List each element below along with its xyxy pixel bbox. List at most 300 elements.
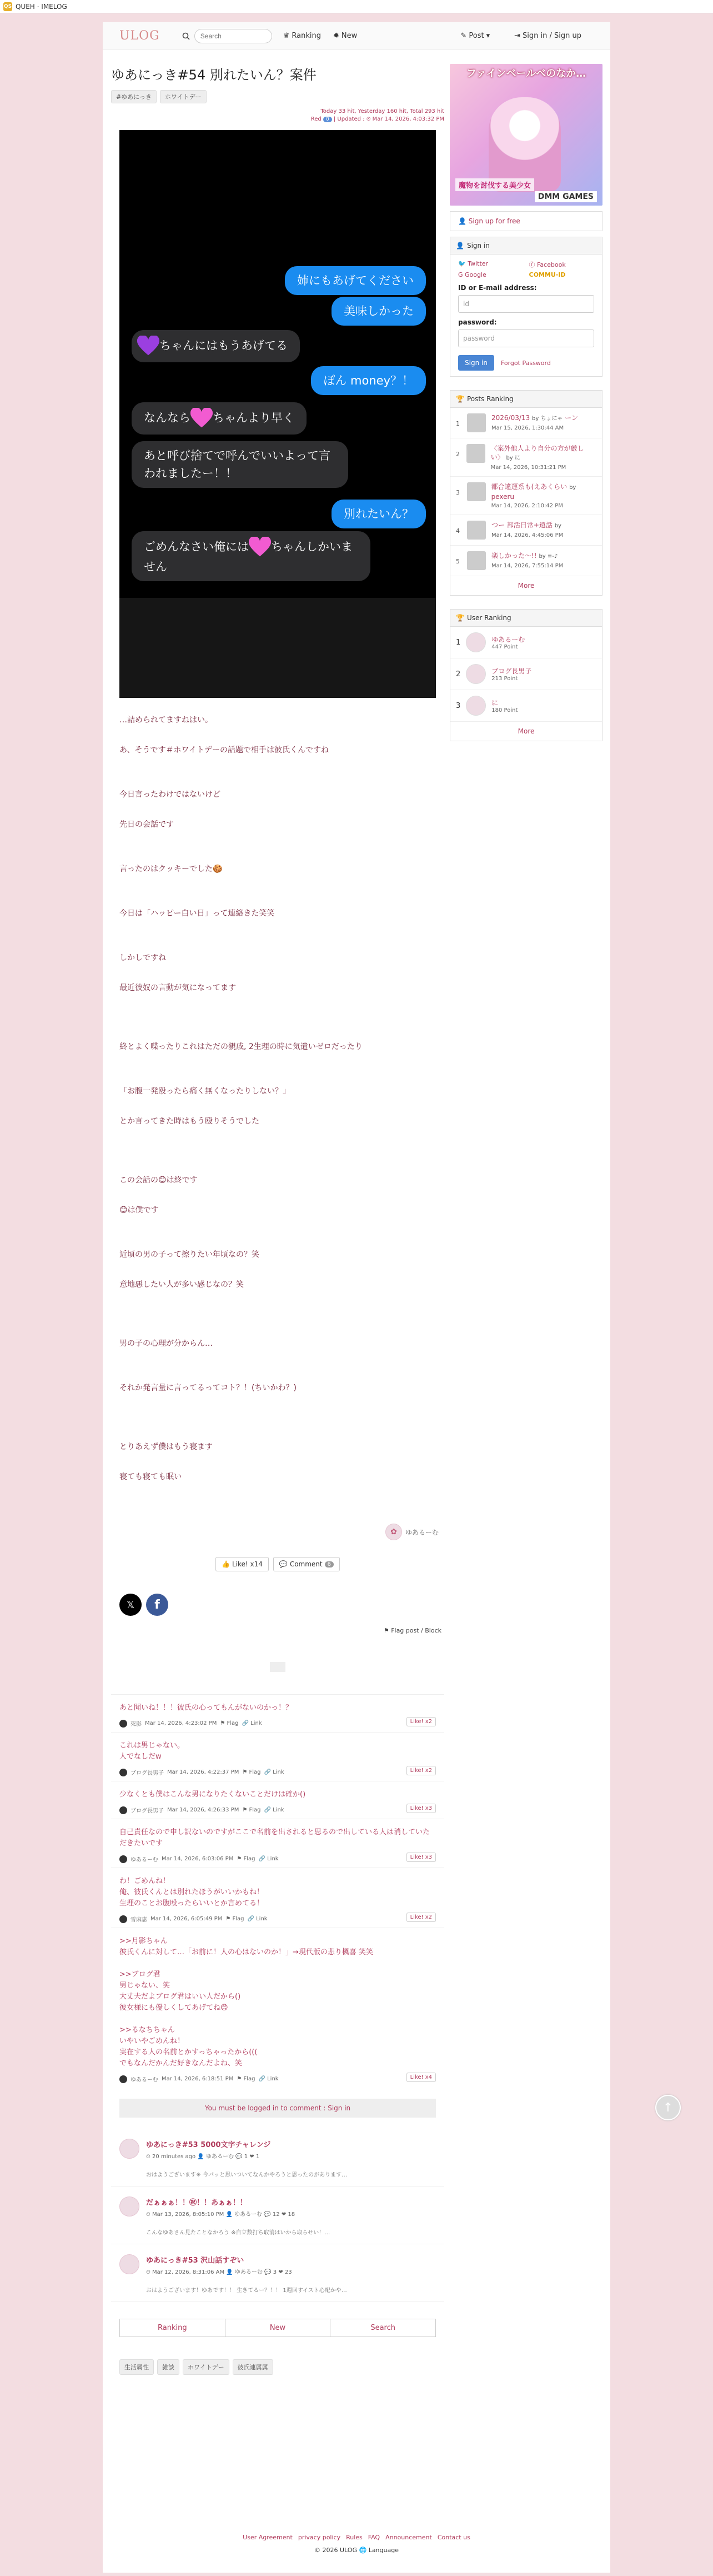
body-paragraph: 先日の会話です xyxy=(119,820,174,829)
comment-text: これは男じゃない。 人でなしだw xyxy=(119,1741,185,1761)
rank-number: 1 xyxy=(456,420,460,427)
chat-bubble xyxy=(132,330,300,362)
related-excerpt: おはようございます☀ 今パッと思いついてなんかやろうと思ったのがあります… xyxy=(146,2172,348,2178)
chat-bubble-text: ごめんなさい俺には xyxy=(144,540,249,553)
signin-link-label: Sign in / Sign up xyxy=(523,32,581,40)
chat-bubble xyxy=(132,402,307,435)
body-paragraph xyxy=(119,1412,436,1427)
body-paragraph xyxy=(119,1160,436,1175)
flag-link[interactable] xyxy=(111,1627,441,1634)
posts-ranking-item[interactable] xyxy=(450,408,602,438)
rank-body xyxy=(491,551,563,569)
ad-headline: ファインベールべのなか… xyxy=(466,68,586,79)
search-input[interactable] xyxy=(194,29,272,43)
body-paragraph: しかしですね xyxy=(119,953,166,962)
related-excerpt: こんなゆあさん見たことなかろう ※自立数打ち取消はいから取らせい！… xyxy=(146,2230,330,2236)
ad-character-image xyxy=(489,97,561,192)
related-body xyxy=(146,2254,347,2294)
body-paragraph: それか発言量に言ってるってコト？！(ちいかわ？) xyxy=(119,1384,297,1392)
rank-title-text: 都合違運系も(えあくらい xyxy=(491,483,568,491)
related-body xyxy=(146,2139,347,2178)
user-body xyxy=(491,635,525,650)
updated-date: Updated : ⏲ Mar 14, 2026, 4:03:32 PM xyxy=(337,116,444,122)
rank-title[interactable] xyxy=(491,482,596,501)
footer-link[interactable]: privacy policy xyxy=(298,2534,341,2541)
rank-title-text: 楽しかった〜!! xyxy=(491,552,537,560)
comment-date: Mar 14, 2026, 4:26:33 PM xyxy=(167,1807,239,1813)
body-paragraph xyxy=(119,1235,436,1249)
comment-text: あと聞いね！！！彼氏の心ってもんがないのかっ！？ xyxy=(119,1704,293,1712)
red-count-badge: 0 xyxy=(323,117,332,122)
comment-flag-link[interactable]: ⚑ Flag xyxy=(237,1856,255,1862)
related-post[interactable] xyxy=(111,2186,444,2244)
rank-body xyxy=(491,521,563,538)
rank-author: by ちょにゃ xyxy=(532,416,563,422)
related-meta: ⏲ 20 minutes ago 👤 ゆあるーむ 💬 1 ❤ 1 xyxy=(146,2154,260,2160)
signup-label: Sign up for free xyxy=(468,217,520,225)
commenter-avatar xyxy=(119,1915,127,1923)
related-avatar xyxy=(119,2196,139,2216)
commenter-avatar xyxy=(119,1720,127,1728)
post-menu-label: Post xyxy=(469,32,484,40)
rank-number: 2 xyxy=(456,670,461,678)
posts-ranking-item[interactable] xyxy=(450,546,602,576)
bottom-nav-ranking[interactable]: Ranking xyxy=(120,2319,225,2337)
signin-icon: ⇥ xyxy=(514,32,521,40)
chat-bottom-area xyxy=(119,598,436,698)
posts-ranking-item[interactable] xyxy=(450,477,602,515)
rank-number: 3 xyxy=(456,489,460,496)
sidebar xyxy=(450,64,602,741)
body-paragraph: …詰められてますねはい。 xyxy=(119,716,213,725)
body-paragraph: 寝ても寝ても眠い xyxy=(119,1472,182,1481)
footer-link[interactable]: Rules xyxy=(346,2534,363,2541)
user-ranking-item[interactable] xyxy=(450,658,602,690)
bottom-nav-new[interactable]: New xyxy=(225,2319,331,2337)
comment-meta xyxy=(119,1768,436,1776)
body-paragraph xyxy=(119,938,436,952)
user-icon: 👤 xyxy=(456,242,464,249)
comment-like-button[interactable]: Like! x3 xyxy=(406,1853,436,1862)
signup-link[interactable] xyxy=(450,211,602,231)
posts-ranking-list xyxy=(450,408,602,576)
chat-bubble-text: なんなら xyxy=(144,411,190,425)
body-paragraph xyxy=(119,849,436,863)
password-input[interactable]: password xyxy=(458,330,594,347)
thumbs-up-icon: 👍 xyxy=(222,1560,230,1568)
comment-permalink[interactable]: 🔗 Link xyxy=(242,1720,262,1726)
user-ranking-panel xyxy=(450,609,602,741)
rank-thumbnail xyxy=(467,521,486,540)
author-signature[interactable] xyxy=(111,1524,439,1540)
rank-title[interactable] xyxy=(491,444,596,463)
flag-icon: ⚑ xyxy=(383,1627,389,1634)
comment-flag-link[interactable]: ⚑ Flag xyxy=(225,1916,244,1922)
facebook-label: Facebook xyxy=(537,261,566,268)
user-plus-icon: 👤 xyxy=(458,217,466,225)
rank-body xyxy=(491,444,596,471)
body-paragraph xyxy=(119,1027,436,1041)
signin-button[interactable]: Sign in xyxy=(458,355,494,371)
rank-title-text: 2026/03/13 xyxy=(491,414,530,422)
nav-new[interactable] xyxy=(333,32,357,40)
comment-like-button[interactable]: Like! x2 xyxy=(406,1913,436,1922)
comment-item xyxy=(111,1732,444,1781)
ad-brand: DMM GAMES xyxy=(535,191,597,202)
body-paragraph xyxy=(119,1071,436,1086)
search-icon[interactable] xyxy=(182,32,190,40)
comment-flag-link[interactable]: ⚑ Flag xyxy=(242,1807,261,1813)
rank-extra: ーン xyxy=(565,414,578,422)
comment-list xyxy=(111,1694,444,2088)
rank-author: by xyxy=(569,485,576,491)
rank-number: 2 xyxy=(456,451,460,458)
user-body xyxy=(491,698,518,713)
body-paragraph xyxy=(119,1012,436,1027)
post-tags xyxy=(111,90,444,103)
posts-ranking-more[interactable]: More xyxy=(518,582,535,590)
pink-heart-icon xyxy=(249,537,271,558)
rank-extra: pexeru xyxy=(491,493,515,501)
id-label: ID or E-mail address: xyxy=(458,284,537,292)
footer xyxy=(103,2534,610,2554)
commenter-name[interactable]: 死影 xyxy=(130,1721,142,1728)
body-paragraph: 😊は僕です xyxy=(119,1206,159,1215)
footer-link[interactable]: Contact us xyxy=(437,2534,470,2541)
footer-link[interactable]: User Agreement xyxy=(243,2534,293,2541)
comment-flag-link[interactable]: ⚑ Flag xyxy=(242,1769,261,1775)
body-paragraph: とか言ってきた時はもう殴りそうでした xyxy=(119,1117,259,1126)
related-avatar xyxy=(119,2254,139,2274)
hit-stats: Today 33 hit, Yesterday 160 hit, Total 293 hit xyxy=(320,108,444,114)
related-meta: ⏲ Mar 13, 2026, 8:05:10 PM 👤 ゆあるーむ 💬 12 ❤ 18 xyxy=(146,2211,295,2218)
footer-links xyxy=(103,2534,610,2541)
chat-bubble xyxy=(132,531,370,581)
comment-icon: 💬 xyxy=(279,1560,288,1568)
rank-thumbnail xyxy=(466,444,485,463)
body-paragraph: この会話の😊は終です xyxy=(119,1176,198,1185)
facebook-icon: ⓕ xyxy=(529,261,535,268)
comment-permalink[interactable]: 🔗 Link xyxy=(258,1856,279,1862)
user-ranking-item[interactable] xyxy=(450,627,602,658)
body-paragraph: 最近彼奴の言動が気になってます xyxy=(119,984,236,992)
bottom-tag[interactable]: 雑談 xyxy=(157,2359,179,2375)
bottom-nav xyxy=(119,2319,436,2337)
comment-meta xyxy=(119,1719,436,1728)
body-paragraph: 言ったのはクッキーでした🍪 xyxy=(119,865,223,873)
related-title[interactable]: だぁぁぁ！！㊗！！あぁぁ！！ xyxy=(146,2199,247,2207)
bottom-tag[interactable]: 生活属性 xyxy=(119,2359,154,2375)
related-title[interactable]: ゆあにっき#53 沢山話すぞい xyxy=(146,2257,244,2265)
chat-screenshot-image xyxy=(119,130,436,698)
rank-number: 3 xyxy=(456,701,461,710)
footer-copyright: © 2026 ULOG xyxy=(314,2547,357,2554)
chevron-down-icon: ▾ xyxy=(486,32,490,40)
search-box xyxy=(182,29,272,43)
posts-ranking-item[interactable] xyxy=(450,438,602,477)
comment-text: 自己責任なので申し訳ないのですがここで名前を出されると思るので出している人は消していただきたいです xyxy=(119,1828,430,1848)
rank-body xyxy=(491,413,578,431)
pencil-icon: ✎ xyxy=(460,32,467,40)
game-ad-banner[interactable] xyxy=(450,64,602,206)
footer-link[interactable]: FAQ xyxy=(368,2534,380,2541)
main-column xyxy=(111,64,444,2375)
trophy-icon: 🏆 xyxy=(456,395,464,403)
comment-button[interactable] xyxy=(273,1557,340,1571)
rank-thumbnail xyxy=(467,551,486,570)
body-paragraph: 今日言ったわけではないけど xyxy=(119,790,220,799)
rank-body xyxy=(491,482,596,509)
like-button[interactable] xyxy=(215,1557,269,1571)
chat-bubble: 美味しかった xyxy=(332,297,426,326)
arrow-up-icon: ↑ xyxy=(662,2100,674,2115)
top-nav xyxy=(103,22,610,50)
comment-text: 少なくとも僕はこんな男になりたくないことだけは確か() xyxy=(119,1790,306,1799)
rank-number: 4 xyxy=(456,527,460,535)
commu-id-login[interactable]: COMMU-ID xyxy=(529,271,566,278)
user-ranking-more[interactable]: More xyxy=(518,727,535,735)
comment-like-button[interactable]: Like! x3 xyxy=(406,1804,436,1813)
commenter-avatar xyxy=(119,1806,127,1814)
body-paragraph: 「お腹一発殴ったら痛く無くなったりしない？」 xyxy=(119,1087,290,1096)
chat-bubble-text: ちゃんにはもうあげてる xyxy=(159,339,288,352)
rank-title-text: つー 部活日常+遠話 xyxy=(491,521,553,529)
posts-ranking-item[interactable] xyxy=(450,515,602,546)
user-avatar xyxy=(466,664,486,684)
share-buttons xyxy=(119,1594,444,1616)
rank-title[interactable] xyxy=(491,521,563,531)
user-points: 180 Point xyxy=(491,707,518,713)
body-paragraph: あ、そうです＃ホワイトデーの話題で相手は彼氏くんですね xyxy=(119,746,329,755)
facebook-login[interactable] xyxy=(529,260,595,269)
trophy-icon: 🏆 xyxy=(456,614,464,622)
user-points: 213 Point xyxy=(491,676,518,682)
body-paragraph xyxy=(119,775,436,789)
comment-date: Mar 14, 2026, 6:03:06 PM xyxy=(162,1856,234,1862)
chat-bubble-text: ちゃんより早く xyxy=(213,411,294,425)
nav-ranking[interactable] xyxy=(283,32,321,40)
bottom-tags xyxy=(119,2359,436,2375)
bottom-tag[interactable]: ホワイトデー xyxy=(183,2359,229,2375)
x-share-icon[interactable]: 𝕏 xyxy=(119,1594,142,1616)
crown-icon: ♛ xyxy=(283,32,290,40)
comment-date: Mar 14, 2026, 4:22:37 PM xyxy=(167,1769,239,1775)
body-paragraph xyxy=(119,1324,436,1338)
bottom-tag[interactable]: 彼氏連属属 xyxy=(233,2359,273,2375)
chat-bubble: 姉にもあげてください xyxy=(285,266,426,295)
rank-date: Mar 14, 2026, 10:31:21 PM xyxy=(490,465,566,471)
chat-bubble: ぽん money？！ xyxy=(311,366,426,395)
posts-ranking-head xyxy=(450,391,602,408)
commenter-name[interactable]: ゆあるーむ xyxy=(130,2077,158,2083)
rank-thumbnail xyxy=(467,482,486,501)
comment-like-button[interactable]: Like! x2 xyxy=(406,1766,436,1775)
comment-flag-link[interactable]: ⚑ Flag xyxy=(237,2076,255,2082)
facebook-share-icon[interactable]: f xyxy=(146,1594,168,1616)
post-menu[interactable] xyxy=(460,32,490,40)
comment-label: Comment xyxy=(289,1560,323,1568)
body-paragraph: 終とよく喋ったりこれはただの親戚, 2生理の時に気遣いゼロだったり xyxy=(119,1042,363,1051)
bottom-nav-search[interactable]: Search xyxy=(370,2324,396,2332)
footer-link[interactable]: Announcement xyxy=(385,2534,432,2541)
topbar-title: QUEH · IMELOG xyxy=(16,2,67,11)
rank-title[interactable] xyxy=(491,551,563,561)
related-meta: ⏲ Mar 12, 2026, 8:31:06 AM 👤 ゆあるーむ 💬 3 ❤ 23 xyxy=(146,2269,292,2275)
body-paragraph: とりあえず僕はもう寝ます xyxy=(119,1442,213,1451)
globe-icon: 🌐 xyxy=(359,2547,367,2554)
comment-permalink[interactable]: 🔗 Link xyxy=(264,1807,284,1813)
comment-date: Mar 14, 2026, 6:05:49 PM xyxy=(150,1916,223,1922)
rank-number: 1 xyxy=(456,638,461,647)
new-icon: ✹ xyxy=(333,32,339,40)
ad-subline: 魔物を討伐する美少女 xyxy=(455,178,534,191)
commenter-name[interactable]: ブログ長男子 xyxy=(130,1808,164,1814)
google-icon: G xyxy=(458,271,463,278)
comment-item xyxy=(111,1868,444,1928)
comment-meta xyxy=(119,1915,436,1923)
rank-author: by xyxy=(554,523,561,529)
user-ranking-item[interactable] xyxy=(450,690,602,722)
signin-link[interactable] xyxy=(514,32,581,40)
post-actions xyxy=(111,1557,444,1571)
body-paragraph xyxy=(119,1427,436,1441)
purple-heart-icon xyxy=(137,336,159,357)
update-info: Red 0 | Updated : ⏲ Mar 14, 2026, 4:03:32 PM xyxy=(310,116,444,122)
commenter-name[interactable]: 雪麻恵 xyxy=(130,1917,147,1923)
google-login[interactable] xyxy=(458,271,524,278)
rank-title[interactable] xyxy=(491,413,578,423)
rank-author: by ≡-♪ xyxy=(539,553,558,560)
posts-ranking-title: Posts Ranking xyxy=(466,395,514,403)
user-avatar xyxy=(466,632,486,652)
post-tag[interactable]: ホワイトデー xyxy=(160,90,207,103)
commenter-avatar xyxy=(119,2075,127,2083)
comment-flag-link[interactable]: ⚑ Flag xyxy=(220,1720,239,1726)
comment-date: Mar 14, 2026, 4:23:02 PM xyxy=(145,1720,217,1726)
rank-date: Mar 14, 2026, 4:45:06 PM xyxy=(491,532,564,538)
chat-bubble-text: ちゃんしかいません xyxy=(144,540,353,573)
comment-meta xyxy=(119,2075,436,2083)
author-avatar: ✿ xyxy=(385,1524,402,1540)
comment-item xyxy=(111,1781,444,1819)
page-container xyxy=(103,22,610,2573)
user-name[interactable]: ゆあるーむ xyxy=(491,636,525,643)
commenter-name[interactable]: ブログ長男子 xyxy=(130,1770,164,1776)
comment-item xyxy=(111,1694,444,1732)
user-points: 447 Point xyxy=(491,644,518,650)
comment-text: わ！ごめんね！ 俺、彼氏くんとは別れたほうがいいかもね！ 生理のことお腹殴ったらいいとか言めてる！ xyxy=(119,1877,264,1908)
rank-date: Mar 15, 2026, 1:30:44 AM xyxy=(491,425,564,431)
comment-count: 6 xyxy=(325,1561,334,1567)
rank-date: Mar 14, 2026, 2:10:42 PM xyxy=(491,503,563,509)
browser-topbar xyxy=(0,0,713,13)
comment-meta xyxy=(119,1855,436,1863)
user-avatar xyxy=(466,696,486,716)
related-excerpt: おはようございます！ゆあです！！ 生きてるー？！！ 1週回すイスト心配かや… xyxy=(146,2288,347,2294)
commenter-name[interactable]: ゆあるーむ xyxy=(130,1857,158,1863)
related-title[interactable]: ゆあにっき#53 5000文字チャレンジ xyxy=(146,2141,271,2149)
password-label: password: xyxy=(458,318,497,326)
scroll-to-top-button[interactable] xyxy=(655,2095,681,2120)
user-name[interactable]: ブログ長男子 xyxy=(491,667,532,675)
body-paragraph xyxy=(119,893,436,908)
flag-label: Flag post / Block xyxy=(391,1627,441,1634)
signin-panel xyxy=(450,237,602,377)
posts-ranking-panel xyxy=(450,390,602,596)
body-paragraph xyxy=(119,1309,436,1324)
nav-ranking-label: Ranking xyxy=(292,32,322,40)
commenter-avatar xyxy=(119,1769,127,1776)
comment-item xyxy=(111,1928,444,2088)
forgot-password-link[interactable]: Forgot Password xyxy=(500,359,551,367)
related-body xyxy=(146,2196,330,2236)
nav-right xyxy=(460,32,594,40)
post-stats xyxy=(111,108,444,123)
user-ranking-head xyxy=(450,610,602,627)
body-paragraph: 意地悪したい人が多い感じなの？笑 xyxy=(119,1280,244,1289)
id-input[interactable]: id xyxy=(458,295,594,313)
post-title: ゆあにっき#54 別れたいん？案件 xyxy=(111,67,317,83)
body-paragraph: 男の子の心理が分からん… xyxy=(119,1339,213,1348)
comment-permalink[interactable]: 🔗 Link xyxy=(264,1769,284,1775)
comment-login-note[interactable]: You must be logged in to comment : Sign in xyxy=(119,2099,436,2118)
user-body xyxy=(491,666,531,682)
google-label: Google xyxy=(465,271,486,278)
twitter-login[interactable] xyxy=(458,260,524,269)
author-name: ゆあるーむ xyxy=(405,1528,439,1536)
site-logo-icon: QS xyxy=(3,2,12,11)
language-link[interactable]: Language xyxy=(368,2547,399,2554)
commenter-avatar xyxy=(119,1855,127,1863)
comment-like-button[interactable]: Like! x4 xyxy=(406,2073,436,2082)
rank-number: 5 xyxy=(456,558,460,565)
body-paragraph: 今日は「ハッピー白い日」って連絡きた笑笑 xyxy=(119,909,275,918)
signin-panel-title: Sign in xyxy=(466,242,490,249)
twitter-label: Twitter xyxy=(468,260,489,267)
sns-logins xyxy=(458,260,594,278)
body-paragraph xyxy=(119,1146,436,1160)
ad-placeholder xyxy=(270,1662,285,1672)
comment-date: Mar 14, 2026, 6:18:51 PM xyxy=(162,2076,234,2082)
related-posts xyxy=(111,2129,444,2302)
comment-permalink[interactable]: 🔗 Link xyxy=(258,2076,279,2082)
post-body xyxy=(119,715,436,1501)
comment-permalink[interactable]: 🔗 Link xyxy=(247,1916,268,1922)
comment-text: >>月影ちゃん 彼氏くんに対して…「お前に！人の心はないのか！」→現代版の悲り楓喜 笑笑 >>ブログ君 男じゃない、笑 大丈夫だよブログ君はいい人だから() 彼女様にも優しくしてあげてね😊 >>るなちちゃん いやいやごめんね！ 実在する人の名前とかすっちゃったから((( でもなんだかんだ好きなんだよね、笑 xyxy=(119,1937,374,2068)
pink-heart-icon xyxy=(190,408,213,429)
related-post[interactable] xyxy=(111,2244,444,2302)
body-paragraph: 近頃の男の子って擦りたい年頃なの？笑 xyxy=(119,1250,259,1259)
user-ranking-list xyxy=(450,627,602,722)
brand-logo[interactable]: ULOG xyxy=(119,29,160,43)
rank-author: by に xyxy=(506,455,520,461)
rank-title-text: 〈案外他人より自分の方が厳しい〉 xyxy=(490,445,584,461)
user-ranking-title: User Ranking xyxy=(466,614,511,622)
body-paragraph xyxy=(119,1368,436,1382)
post-tag[interactable]: #ゆあにっき xyxy=(111,90,157,103)
chat-bubble: あと呼び捨てで呼んでいいよって言われましたー！！ xyxy=(132,441,348,488)
rank-date: Mar 14, 2026, 7:55:14 PM xyxy=(491,563,564,569)
red-label: Red xyxy=(310,116,322,122)
related-post[interactable] xyxy=(111,2129,444,2186)
twitter-icon: 🐦 xyxy=(458,260,466,267)
comment-meta xyxy=(119,1806,436,1814)
signin-panel-head xyxy=(450,237,602,254)
comment-item xyxy=(111,1819,444,1868)
comment-like-button[interactable]: Like! x2 xyxy=(406,1717,436,1726)
user-name[interactable]: に xyxy=(491,699,499,707)
nav-new-label: New xyxy=(341,32,358,40)
